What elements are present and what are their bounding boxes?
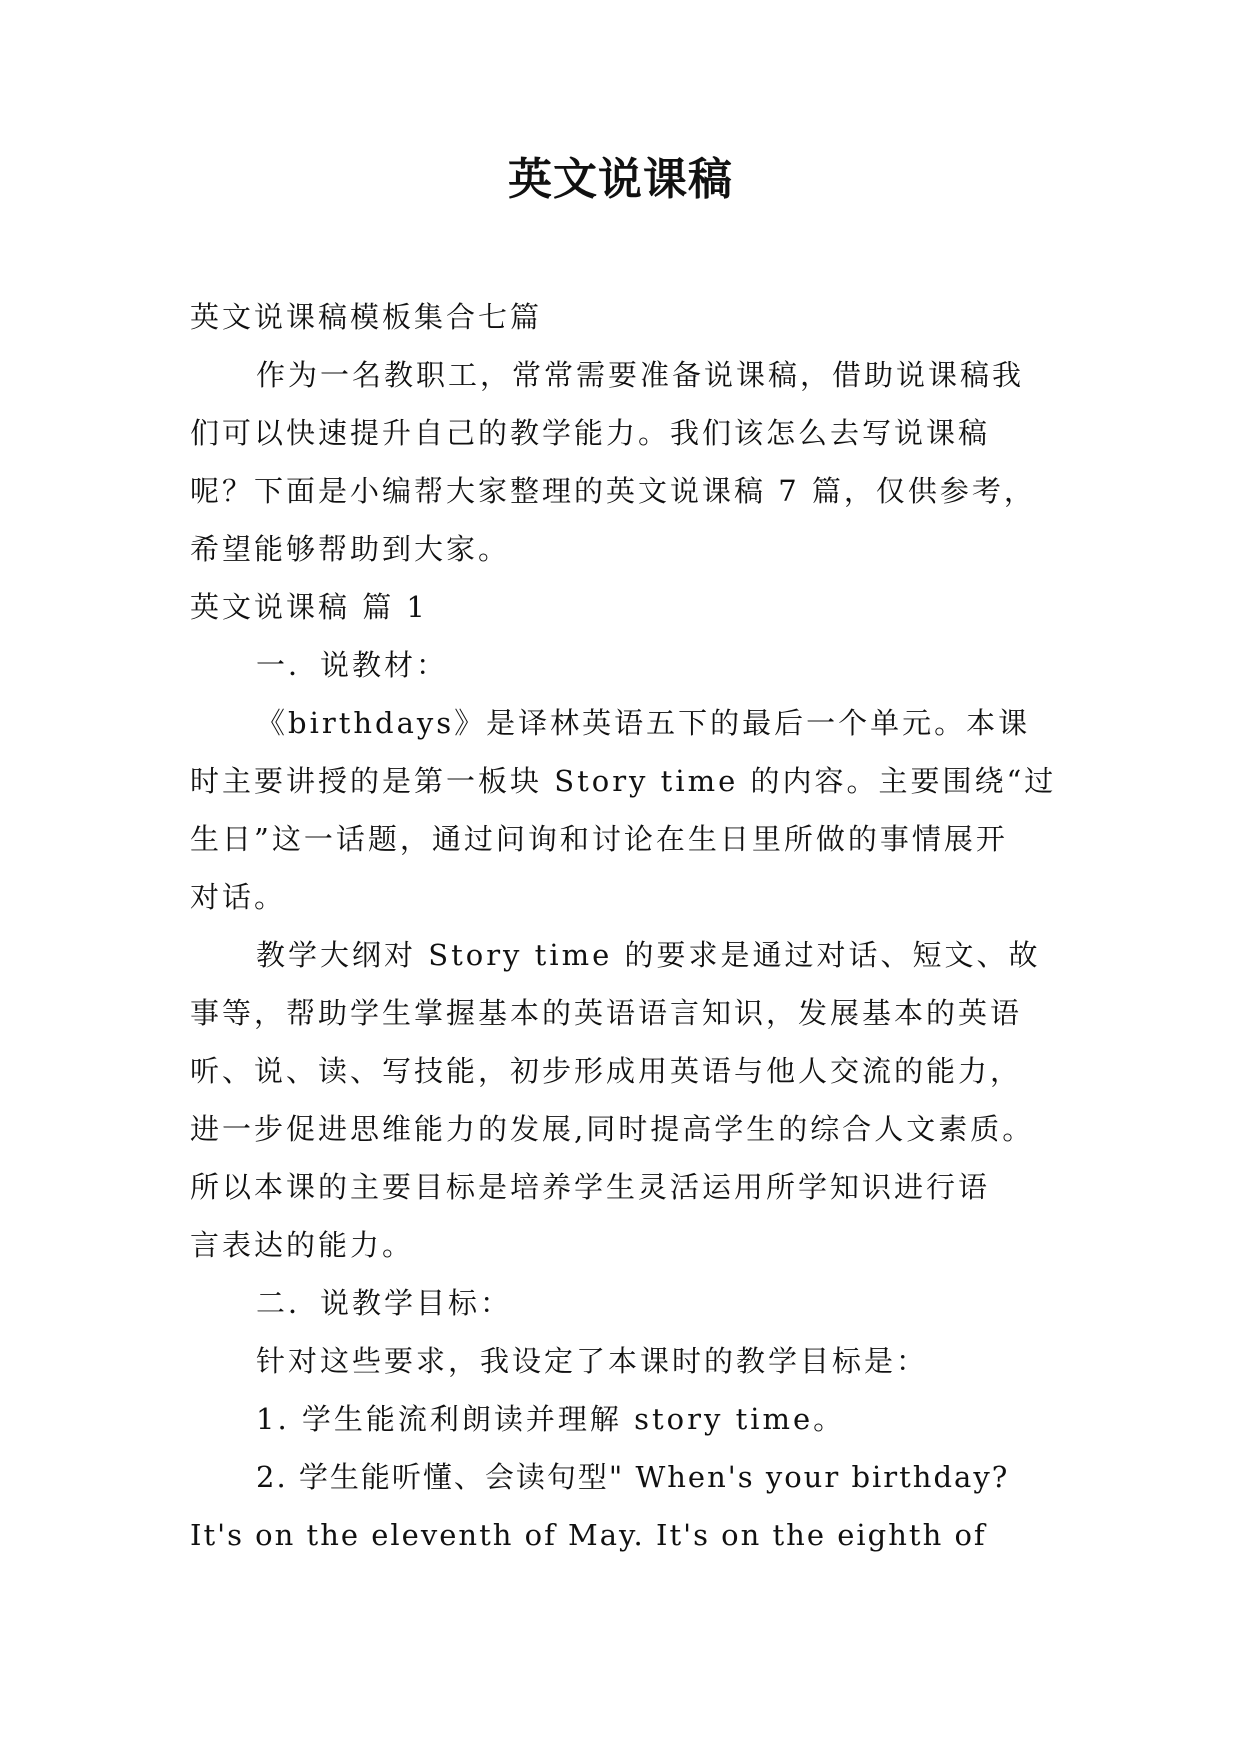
intro-line: 作为一名教职工，常常需要准备说课稿，借助说课稿我 — [256, 358, 1025, 392]
intro-line: 呢？下面是小编帮大家整理的英文说课稿 7 篇，仅供参考， — [190, 474, 1036, 508]
paragraph-line: 进一步促进思维能力的发展,同时提高学生的综合人文素质。 — [190, 1112, 1035, 1146]
paragraph-line: 《birthdays》是译林英语五下的最后一个单元。本课 — [256, 706, 1031, 740]
part2-intro: 针对这些要求，我设定了本课时的教学目标是： — [256, 1344, 929, 1378]
section-heading: 英文说课稿 篇 1 — [190, 590, 428, 624]
document-subtitle: 英文说课稿模板集合七篇 — [190, 300, 543, 334]
goal-item-1: 1. 学生能流利朗读并理解 story time。 — [256, 1402, 846, 1436]
paragraph-line: 生日”这一话题，通过问询和讨论在生日里所做的事情展开 — [190, 822, 1008, 856]
paragraph-line: 听、说、读、写技能，初步形成用英语与他人交流的能力， — [190, 1054, 1023, 1088]
paragraph-line: 时主要讲授的是第一板块 Story time 的内容。主要围绕“过 — [190, 764, 1057, 798]
part1-paragraph-2 — [190, 926, 1052, 1274]
paragraph-line: 言表达的能力。 — [190, 1228, 415, 1262]
paragraph-line: It's on the eleventh of May. It's on the eighth of — [190, 1518, 987, 1552]
paragraph-line: 2. 学生能听懂、会读句型" When's your birthday? — [256, 1460, 1010, 1494]
document-body — [190, 288, 1057, 1564]
paragraph-line: 事等，帮助学生掌握基本的英语语言知识，发展基本的英语 — [190, 996, 1023, 1030]
document-title: 英文说课稿 — [508, 154, 733, 205]
paragraph-line: 所以本课的主要目标是培养学生灵活运用所学知识进行语 — [190, 1170, 991, 1204]
intro-line: 希望能够帮助到大家。 — [190, 532, 511, 566]
goal-item-2 — [190, 1448, 1052, 1564]
intro-paragraph — [190, 346, 1052, 578]
paragraph-line: 对话。 — [190, 880, 287, 914]
part1-paragraph-1 — [190, 694, 1057, 926]
paragraph-line: 教学大纲对 Story time 的要求是通过对话、短文、故 — [256, 938, 1041, 972]
part1-heading: 一．说教材： — [256, 648, 449, 682]
intro-line: 们可以快速提升自己的教学能力。我们该怎么去写说课稿 — [190, 416, 991, 450]
part2-heading: 二．说教学目标： — [256, 1286, 513, 1320]
